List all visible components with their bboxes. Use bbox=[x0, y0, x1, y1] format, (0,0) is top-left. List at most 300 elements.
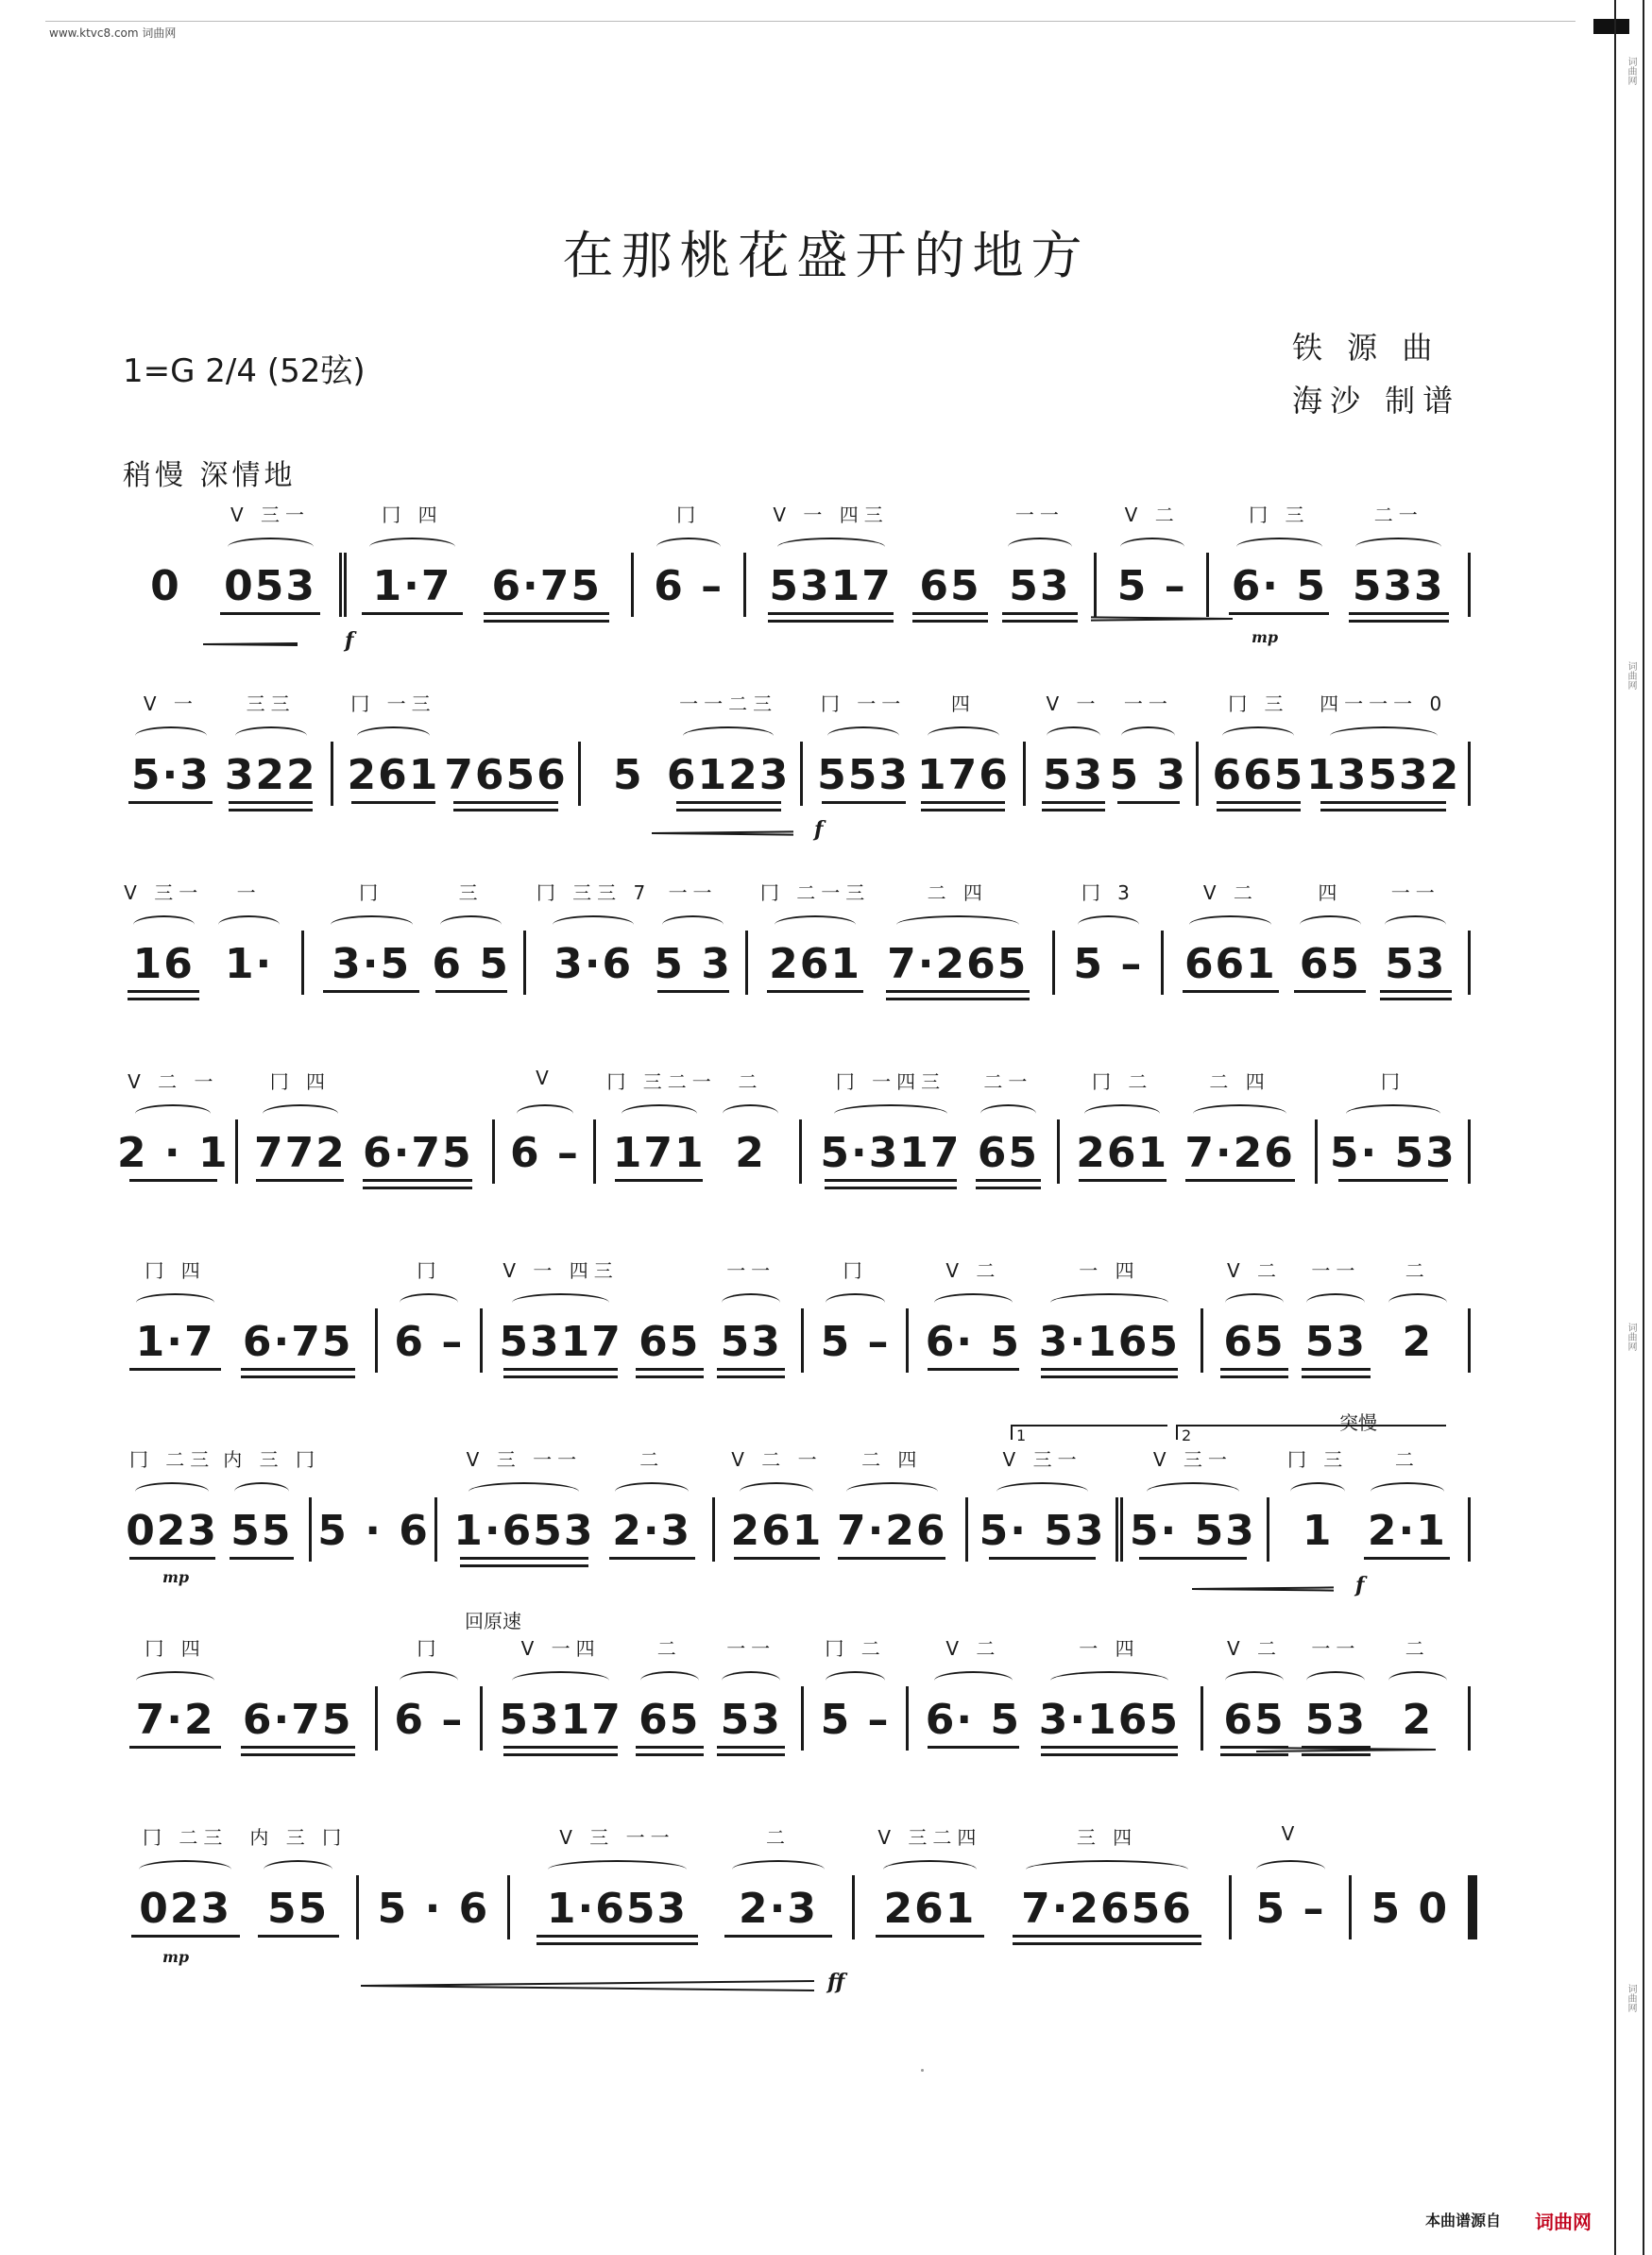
slur bbox=[640, 1671, 699, 1690]
score-line bbox=[0, 1259, 1652, 1412]
note-group bbox=[828, 1448, 956, 1563]
fingering-marks: 冂 二三 bbox=[143, 1826, 229, 1849]
slur bbox=[1050, 1293, 1167, 1312]
crescendo-hairpin bbox=[203, 638, 298, 651]
fingering-marks: 一一 bbox=[1014, 504, 1064, 526]
note-digits: 65 bbox=[639, 1317, 701, 1366]
slur bbox=[1193, 1104, 1287, 1123]
note-digits: 7·2 bbox=[135, 1695, 215, 1744]
fingering-marks: 二 bbox=[1394, 1448, 1420, 1471]
score-line bbox=[0, 1637, 1652, 1790]
underline-beam bbox=[1302, 1375, 1371, 1378]
slur bbox=[133, 915, 195, 934]
note-group bbox=[472, 553, 622, 619]
underline-beam bbox=[323, 990, 418, 993]
note-group bbox=[919, 1259, 1028, 1375]
underline-beam bbox=[1349, 612, 1449, 615]
slur bbox=[722, 1293, 780, 1312]
fingering-marks: 二一 bbox=[1373, 504, 1423, 526]
underline-beam bbox=[1013, 1942, 1202, 1945]
tempo-marking: 稍慢 深情地 bbox=[123, 459, 297, 492]
fingering-marks: V 一 四三 bbox=[773, 504, 889, 526]
underline-beam bbox=[657, 990, 729, 993]
underline-beam bbox=[1217, 809, 1301, 811]
note-group bbox=[1287, 881, 1372, 997]
note-group bbox=[428, 881, 513, 997]
underline-beam bbox=[1220, 1375, 1289, 1378]
note-group bbox=[121, 692, 221, 808]
fingering-marks: 一一 bbox=[1123, 692, 1173, 715]
note-digits: 261 bbox=[1076, 1128, 1169, 1177]
final-barline bbox=[1468, 1875, 1477, 1939]
note-digits: 16 bbox=[132, 939, 195, 988]
note-digits: 322 bbox=[224, 750, 317, 799]
fingering-marks: 二 bbox=[656, 1637, 682, 1660]
fingering-marks: V 三一 bbox=[230, 504, 311, 526]
note-digits: 023 bbox=[139, 1884, 232, 1933]
note-digits: 6 5 bbox=[432, 939, 510, 988]
note-group bbox=[493, 1259, 629, 1375]
note-digits: 5317 bbox=[769, 561, 893, 610]
note-group bbox=[601, 1448, 703, 1563]
note-group bbox=[913, 692, 1013, 808]
note-digits: 171 bbox=[612, 1128, 706, 1177]
note-group bbox=[758, 881, 873, 997]
barline bbox=[743, 553, 746, 617]
fingering-marks: 冂 三 bbox=[1228, 692, 1289, 715]
note-digits: 53 bbox=[1009, 561, 1071, 610]
fingering-marks: 冂 二 bbox=[1091, 1070, 1153, 1093]
note-group bbox=[369, 1875, 498, 1941]
slur bbox=[622, 1104, 697, 1123]
fingering-marks: 二 bbox=[738, 1070, 763, 1093]
slur bbox=[136, 1671, 214, 1690]
slur bbox=[548, 1860, 687, 1879]
underline-beam bbox=[363, 1187, 472, 1189]
note-group bbox=[1214, 1259, 1295, 1375]
underline-beam bbox=[503, 1375, 618, 1378]
barline bbox=[480, 1308, 483, 1373]
slur bbox=[1121, 726, 1175, 745]
note-group bbox=[352, 1119, 483, 1186]
score-line bbox=[0, 1067, 1652, 1223]
slur bbox=[775, 915, 857, 934]
underline-beam bbox=[536, 1935, 699, 1938]
fingering-marks: 一一 bbox=[726, 1637, 776, 1660]
note-group bbox=[1377, 1259, 1458, 1375]
underline-beam bbox=[1002, 612, 1078, 615]
note-digits: 6·75 bbox=[242, 1695, 353, 1744]
slur bbox=[1084, 1104, 1160, 1123]
slur bbox=[615, 1482, 689, 1501]
barline bbox=[1023, 742, 1026, 806]
fingering-marks: 一 四 bbox=[1079, 1259, 1140, 1282]
slur bbox=[517, 1104, 573, 1123]
slur bbox=[896, 915, 1019, 934]
underline-beam bbox=[636, 1368, 705, 1371]
note-group bbox=[629, 1637, 710, 1752]
note-digits: 5317 bbox=[499, 1317, 622, 1366]
fingering-marks: 冂 一一 bbox=[820, 692, 907, 715]
underline-beam bbox=[1013, 1935, 1202, 1938]
underline-beam bbox=[838, 1557, 945, 1560]
underline-beam bbox=[129, 1368, 221, 1371]
fingering-marks: 二一 bbox=[983, 1070, 1033, 1093]
note-digits: 65 bbox=[977, 1128, 1039, 1177]
note-digits: 6· 5 bbox=[1231, 561, 1327, 610]
underline-beam bbox=[636, 1375, 705, 1378]
underline-beam bbox=[734, 1557, 820, 1560]
slur bbox=[400, 1671, 458, 1690]
barline bbox=[1349, 1875, 1352, 1939]
underline-beam bbox=[1338, 1179, 1448, 1182]
slur bbox=[1306, 1671, 1365, 1690]
note-group bbox=[814, 1637, 895, 1752]
fingering-marks: 一一 bbox=[1311, 1637, 1361, 1660]
slur bbox=[1236, 538, 1322, 556]
slur bbox=[1300, 915, 1361, 934]
barline bbox=[507, 1875, 510, 1939]
tempo-annotation: 回原速 bbox=[465, 1610, 521, 1632]
note-digits: 6 – bbox=[394, 1317, 465, 1366]
note-digits: 665 bbox=[1212, 750, 1305, 799]
score-line bbox=[0, 1448, 1652, 1601]
underline-beam bbox=[129, 1557, 215, 1560]
slur bbox=[228, 538, 314, 556]
slur bbox=[934, 1671, 1013, 1690]
note-digits: 2·3 bbox=[612, 1506, 692, 1555]
fingering-marks: V bbox=[1281, 1822, 1301, 1845]
note-digits: 053 bbox=[224, 561, 316, 610]
slur bbox=[883, 1860, 976, 1879]
slur bbox=[1008, 538, 1072, 556]
underline-beam bbox=[453, 801, 558, 804]
fingering-marks: 四一一一 0 bbox=[1320, 692, 1448, 715]
fingering-marks: V 一 bbox=[143, 692, 198, 715]
note-group bbox=[121, 1637, 230, 1752]
dynamic-ff: ff bbox=[827, 1970, 845, 1994]
underline-beam bbox=[229, 801, 313, 804]
slur bbox=[400, 1293, 458, 1312]
slur bbox=[1371, 1482, 1444, 1501]
note-group bbox=[388, 1259, 469, 1375]
note-digits: 261 bbox=[347, 750, 440, 799]
barline bbox=[631, 553, 634, 617]
note-digits: 5 – bbox=[1255, 1884, 1326, 1933]
fingering-marks: V 三一 bbox=[1002, 1448, 1082, 1471]
barline bbox=[906, 1686, 909, 1751]
fingering-marks: 冂 二三 bbox=[128, 1448, 215, 1471]
underline-beam bbox=[484, 620, 609, 623]
underline-beam bbox=[131, 1935, 240, 1938]
fingering-marks: 一一 bbox=[726, 1259, 776, 1282]
note-digits: 1 bbox=[1302, 1506, 1334, 1555]
slur bbox=[1290, 1482, 1345, 1501]
slur bbox=[722, 1671, 780, 1690]
slur bbox=[1225, 1293, 1284, 1312]
note-digits: 2 · 1 bbox=[117, 1128, 230, 1177]
slur bbox=[1078, 915, 1139, 934]
barline bbox=[712, 1497, 715, 1562]
note-group bbox=[906, 553, 996, 619]
diminuendo-hairpin bbox=[1256, 1743, 1436, 1756]
underline-beam bbox=[129, 1746, 221, 1749]
fingering-marks: 二 四 bbox=[927, 881, 988, 904]
underline-beam bbox=[128, 801, 213, 804]
underline-beam bbox=[724, 1935, 833, 1938]
note-group bbox=[1295, 1259, 1376, 1375]
composer: 铁 源 曲 bbox=[1292, 330, 1440, 366]
slur bbox=[234, 1482, 289, 1501]
underline-beam bbox=[928, 1746, 1019, 1749]
note-group bbox=[757, 504, 906, 619]
slur bbox=[468, 1482, 579, 1501]
slur bbox=[740, 1482, 813, 1501]
barline bbox=[434, 1497, 437, 1562]
fingering-marks: 二 bbox=[1405, 1637, 1430, 1660]
note-digits: 1·7 bbox=[372, 561, 452, 610]
edge-label: 词曲网 bbox=[1626, 57, 1636, 85]
slur bbox=[662, 915, 724, 934]
barline bbox=[375, 1308, 378, 1373]
note-digits: 261 bbox=[769, 939, 861, 988]
underline-beam bbox=[129, 1179, 217, 1182]
slur bbox=[331, 915, 413, 934]
crescendo-hairpin bbox=[652, 827, 793, 840]
fingering-marks: 二 bbox=[639, 1448, 665, 1471]
note-digits: 1·653 bbox=[453, 1506, 595, 1555]
underline-beam bbox=[241, 1375, 355, 1378]
barline bbox=[356, 1875, 359, 1939]
barline bbox=[1315, 1119, 1318, 1184]
note-group bbox=[995, 1826, 1220, 1941]
slur bbox=[1050, 1671, 1167, 1690]
note-group bbox=[814, 1259, 895, 1375]
fingering-marks: 一 四 bbox=[1079, 1637, 1140, 1660]
underline-beam bbox=[536, 1942, 699, 1945]
slur bbox=[553, 915, 635, 934]
fingering-marks: 二 四 bbox=[861, 1448, 923, 1471]
fingering-marks: 冂 二 bbox=[825, 1637, 886, 1660]
note-digits: 1·7 bbox=[135, 1317, 215, 1366]
underline-beam bbox=[876, 1935, 984, 1938]
slur bbox=[1189, 915, 1271, 934]
underline-beam bbox=[435, 990, 507, 993]
underline-beam bbox=[229, 809, 313, 811]
note-digits: 53 bbox=[1385, 939, 1447, 988]
underline-beam bbox=[241, 1753, 355, 1756]
underline-beam bbox=[768, 612, 894, 615]
note-group bbox=[352, 504, 471, 619]
note-group bbox=[919, 1637, 1028, 1752]
barline bbox=[1206, 553, 1209, 617]
fingering-marks: 冂 四 bbox=[382, 504, 443, 526]
note-group bbox=[249, 1826, 348, 1941]
dynamic-mp: mp bbox=[162, 1568, 190, 1586]
underline-beam bbox=[912, 620, 988, 623]
barline bbox=[593, 1119, 596, 1184]
note-digits: 2 bbox=[735, 1128, 766, 1177]
underline-beam bbox=[503, 1368, 618, 1371]
note-digits: 1·653 bbox=[546, 1884, 689, 1933]
footer-site-name: 词曲网 bbox=[1535, 2211, 1592, 2233]
note-digits: 5 0 bbox=[1371, 1884, 1450, 1933]
underline-beam bbox=[976, 1179, 1042, 1182]
score-line bbox=[0, 881, 1652, 1034]
barline bbox=[523, 931, 526, 995]
underline-beam bbox=[928, 1368, 1019, 1371]
barline bbox=[578, 742, 581, 806]
top-rule bbox=[45, 21, 1575, 22]
underline-beam bbox=[767, 990, 862, 993]
slur bbox=[135, 726, 207, 745]
slur bbox=[1355, 538, 1441, 556]
slur bbox=[1306, 1293, 1365, 1312]
slur bbox=[357, 726, 429, 745]
fingering-marks: 二 四 bbox=[1209, 1070, 1270, 1093]
note-group bbox=[505, 1067, 584, 1186]
underline-beam bbox=[976, 1187, 1042, 1189]
underline-beam bbox=[1380, 990, 1452, 993]
note-group bbox=[1242, 1822, 1338, 1941]
note-digits: 7·26 bbox=[1184, 1128, 1295, 1177]
note-digits: 261 bbox=[883, 1884, 977, 1933]
underline-beam bbox=[1294, 990, 1366, 993]
key-signature: 1=G 2/4 (52弦) bbox=[123, 352, 366, 390]
dynamic-mp: mp bbox=[162, 1948, 190, 1966]
fingering-marks: 冂 bbox=[359, 881, 384, 904]
barline bbox=[480, 1686, 483, 1751]
fingering-marks: 冂 bbox=[843, 1259, 868, 1282]
site-watermark: www.ktvc8.com 词曲网 bbox=[49, 26, 177, 40]
fingering-marks: V 三 一一 bbox=[466, 1448, 583, 1471]
fingering-marks: 冂 三三 7 bbox=[536, 881, 652, 904]
barline bbox=[965, 1497, 968, 1562]
underline-beam bbox=[921, 809, 1005, 811]
underline-beam bbox=[128, 998, 199, 1000]
underline-beam bbox=[220, 612, 320, 615]
underline-beam bbox=[676, 801, 781, 804]
note-digits: 553 bbox=[817, 750, 911, 799]
note-group bbox=[1129, 1448, 1256, 1563]
underline-beam bbox=[989, 1557, 1097, 1560]
note-group bbox=[812, 1070, 969, 1186]
fingering-marks: 冂 一四三 bbox=[835, 1070, 946, 1093]
note-digits: 53 bbox=[1042, 750, 1105, 799]
underline-beam bbox=[1042, 809, 1105, 811]
underline-beam bbox=[636, 1746, 705, 1749]
note-digits: 53 bbox=[1304, 1317, 1367, 1366]
note-digits: 65 bbox=[639, 1695, 701, 1744]
slur bbox=[1388, 1671, 1447, 1690]
note-digits: 5 · 6 bbox=[317, 1506, 430, 1555]
barline bbox=[852, 1875, 855, 1939]
note-digits: 6 – bbox=[654, 561, 724, 610]
barline bbox=[906, 1308, 909, 1373]
barline bbox=[1267, 1497, 1269, 1562]
note-group bbox=[121, 1448, 223, 1563]
repeat-barline bbox=[1116, 1497, 1123, 1562]
underline-beam bbox=[1302, 1368, 1371, 1371]
barline bbox=[1201, 1308, 1203, 1373]
note-digits: 176 bbox=[916, 750, 1010, 799]
page-title: 在那桃花盛开的地方 bbox=[562, 226, 1090, 285]
fingering-marks: 三 bbox=[458, 881, 484, 904]
barline bbox=[1057, 1119, 1060, 1184]
barline bbox=[375, 1686, 378, 1751]
underline-beam bbox=[1041, 1753, 1178, 1756]
barline bbox=[1468, 931, 1471, 995]
underline-beam bbox=[1041, 1375, 1178, 1378]
slur bbox=[1256, 1860, 1326, 1879]
underline-beam bbox=[1042, 801, 1105, 804]
note-digits: 3·165 bbox=[1038, 1317, 1180, 1366]
note-digits: 5 – bbox=[820, 1695, 891, 1744]
fingering-marks: V 二 bbox=[1202, 881, 1258, 904]
fingering-marks: 冂 bbox=[676, 504, 702, 526]
underline-beam bbox=[1229, 612, 1329, 615]
underline-beam bbox=[921, 801, 1005, 804]
slur bbox=[135, 1104, 211, 1123]
note-digits: 5·317 bbox=[820, 1128, 962, 1177]
fingering-marks: V bbox=[536, 1067, 554, 1089]
note-group bbox=[1036, 692, 1111, 808]
fingering-marks: 二 bbox=[1405, 1259, 1430, 1282]
underline-beam bbox=[717, 1746, 786, 1749]
note-digits: 6123 bbox=[666, 750, 791, 799]
slur bbox=[1026, 1860, 1188, 1879]
note-digits: 5 – bbox=[1073, 939, 1144, 988]
note-digits: 53 bbox=[720, 1317, 782, 1366]
note-group bbox=[248, 1070, 353, 1186]
underline-beam bbox=[1320, 801, 1446, 804]
note-group bbox=[230, 1686, 366, 1752]
note-group bbox=[666, 692, 791, 808]
slur bbox=[723, 1104, 779, 1123]
note-digits: 5·3 bbox=[130, 750, 211, 799]
barline bbox=[1468, 1497, 1471, 1562]
fingering-marks: 一一 bbox=[1390, 881, 1440, 904]
slur bbox=[1346, 1104, 1440, 1123]
fingering-marks: 四 bbox=[1318, 881, 1343, 904]
underline-beam bbox=[363, 1179, 472, 1182]
scan-speck bbox=[921, 2069, 924, 2072]
fingering-marks: V 二 bbox=[1226, 1259, 1283, 1282]
note-group bbox=[591, 742, 666, 808]
fingering-marks: 三 四 bbox=[1076, 1826, 1138, 1849]
note-group bbox=[1028, 1259, 1191, 1375]
note-digits: 7·26 bbox=[836, 1506, 947, 1555]
note-digits: 5 bbox=[612, 750, 644, 799]
slur bbox=[732, 1860, 825, 1879]
note-group bbox=[606, 1070, 717, 1186]
fingering-marks: 冂 四 bbox=[145, 1637, 206, 1660]
note-group bbox=[1174, 1070, 1304, 1186]
barline bbox=[799, 1119, 802, 1184]
note-group bbox=[493, 1637, 629, 1752]
underline-beam bbox=[825, 1187, 956, 1189]
note-digits: 2 bbox=[1402, 1695, 1434, 1744]
underline-beam bbox=[1185, 1179, 1295, 1182]
underline-beam bbox=[503, 1753, 618, 1756]
underline-beam bbox=[460, 1564, 588, 1567]
dynamic-f: f bbox=[345, 628, 354, 653]
slur bbox=[934, 1293, 1013, 1312]
underline-beam bbox=[1320, 809, 1446, 811]
credits bbox=[1292, 321, 1460, 427]
note-group bbox=[1065, 881, 1150, 997]
note-digits: 772 bbox=[253, 1128, 347, 1177]
